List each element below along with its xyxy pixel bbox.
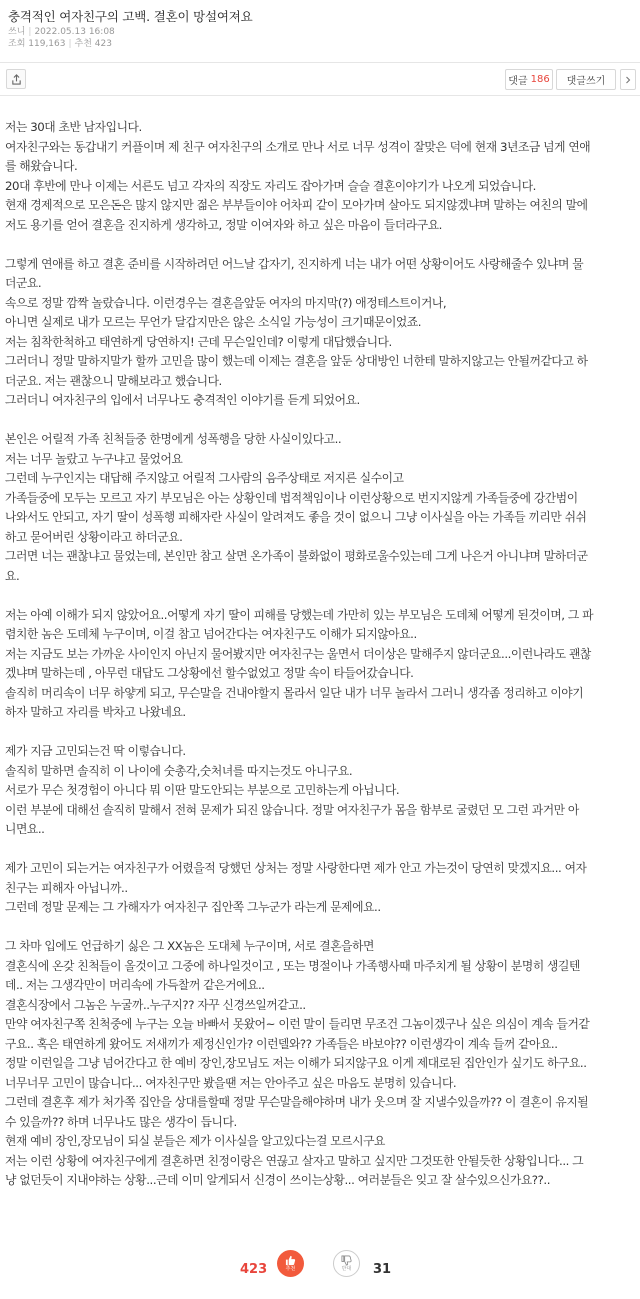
post-meta-line2	[8, 38, 632, 50]
body-text-line: 요.	[5, 568, 20, 583]
body-text-line: 서로가 무슨 첫경험이 아니다 뭐 이딴 말도안되는 부분으로 고민하는게 아닙니다.	[5, 783, 400, 797]
recommend-count: 423	[94, 39, 112, 49]
body-text-line: 본인은 어릴적 가족 친척들중 한명에게 성폭행을 당한 사실이있다고..	[5, 432, 342, 446]
body-text-line: 더군요. 저는 괜찮으니 말해보라고 했습니다.	[5, 373, 222, 388]
body-text-line: 그렇게 연애를 하고 결혼 준비를 시작하려던 어느날 갑자기, 진지하게 너는 내가 어떤 상황이어도 사랑해줄수 있냐며 물	[5, 256, 584, 271]
meta-separator: |	[68, 39, 72, 49]
body-text-line: 데.. 저는 그생각만이 머리속에 가득찰꺼 같은거에요..	[5, 978, 265, 992]
write-comment-button[interactable]: 댓글쓰기	[556, 69, 616, 90]
body-text-line: 저는 이런 상황에 여자친구에게 결혼하면 친정이랑은 연끊고 살자고 말하고 싶지만 그것또한 안될듯한 상황입니다... 그	[5, 1153, 584, 1168]
upvote-count: 423	[240, 1262, 268, 1277]
paragraph-gap	[5, 235, 635, 255]
body-text-line: 이런 부분에 대해선 솔직히 말해서 전혀 문제가 되진 않습니다. 정말 여자친구가 몸을 함부로 굴렸던 모 그런 과거만 아	[5, 802, 579, 817]
comment-label: 댓글	[508, 76, 528, 87]
post-meta-line1	[8, 26, 632, 38]
body-text-line: 하고 묻어버린 상황이라고 하더군요.	[5, 529, 183, 544]
paragraph-gap	[5, 840, 635, 860]
body-text-line: 정말 이런일을 그냥 넘어간다고 한 예비 장인,장모님도 저는 이해가 되지않구요 이게 제대로된 집안인가 싶기도 하구요..	[5, 1056, 587, 1070]
body-text-line: 구요.. 혹은 태연하게 왔어도 저새끼가 제정신인가? 이런델와?? 가족들은 바보야?? 이런생각이 계속 들꺼 같아요..	[5, 1036, 558, 1051]
body-text-line: 현재 예비 장인,장모님이 되실 분들은 제가 이사실을 알고있다는걸 모르시구요	[5, 1134, 385, 1148]
body-text-line: 냥 없던듯이 지내야하는 상황...근데 이미 알게되서 신경이 쓰이는상황... 여러분들은 잊고 잘 살수있으신가요??..	[5, 1173, 550, 1187]
body-text-line: 친구는 피해자 아닙니까..	[5, 880, 128, 895]
recommend-label: 추천	[74, 39, 92, 49]
paragraph-gap	[5, 723, 635, 743]
share-button[interactable]	[6, 69, 26, 89]
paragraph-gap	[5, 586, 635, 606]
body-text-line: 수 있을까?? 하며 너무나도 많은 생각이 듭니다.	[5, 1114, 237, 1129]
body-text-line: 저는 30대 초반 남자입니다.	[5, 120, 142, 134]
downvote-button[interactable]	[333, 1250, 360, 1277]
body-text-line: 그러면 너는 괜찮냐고 물었는데, 본인만 참고 살면 온가족이 불화없이 평화로울수있는데 그게 나은거 아니냐며 말하더군	[5, 549, 588, 563]
views-label: 조회	[8, 39, 26, 49]
body-text-line: 그 차마 입에도 언급하기 싫은 그 XX놈은 도대체 누구이며, 서로 결혼을하면	[5, 939, 374, 953]
body-text-line: 저도 용기를 얻어 결혼을 진지하게 생각하고, 정말 이여자와 하고 싶은 마음이 들더라구요.	[5, 217, 442, 232]
body-text-line: 나와서도 안되고, 자기 딸이 성폭행 피해자란 사실이 알려져도 좋을 것이 없으니 그냥 이사실을 아는 가족들 끼리만 쉬쉬	[5, 510, 587, 524]
downvote-count: 31	[373, 1262, 392, 1277]
thumbs-down-icon	[341, 1255, 352, 1266]
post-header	[0, 0, 640, 56]
body-text-line: 여자친구와는 동갑내기 커플이며 제 친구 여자친구의 소개로 만나 서로 너무 성격이 잘맞은 덕에 현재 3년조금 넘게 연애	[5, 139, 591, 154]
body-text-line: 20대 후반에 만나 이제는 서른도 넘고 각자의 직장도 자리도 잡아가며 슬슬 결혼이야기가 나오게 되었습니다.	[5, 178, 536, 193]
body-text-line: 현재 경제적으로 모은돈은 많지 않지만 젊은 부부들이야 어차피 같이 모아가며 살아도 되지않겠냐며 말하는 여친의 말에	[5, 198, 588, 212]
body-text-line: 제가 지금 고민되는건 딱 이렇습니다.	[5, 744, 186, 758]
body-text-line: 결혼식장에서 그놈은 누굴까..누구지?? 자꾸 신경쓰일꺼같고..	[5, 997, 306, 1012]
body-text-line: 그러더니 여자친구의 입에서 너무나도 충격적인 이야기를 듣게 되었어요.	[5, 393, 360, 407]
thumbs-up-icon	[285, 1255, 296, 1266]
share-icon	[11, 74, 22, 85]
body-text-line: 솔직히 말하면 솔직히 이 나이에 숫총각,숫처녀를 따지는것도 아니구요.	[5, 763, 353, 778]
body-text-line: 저는 지금도 보는 가까운 사이인지 아닌지 물어봤지만 여자친구는 울면서 더이상은 말해주지 않더군요...이런나라도 괜찮	[5, 646, 591, 661]
body-text-line: 저는 너무 놀랐고 누구냐고 물었어요	[5, 451, 183, 466]
post-title: 충격적인 여자친구의 고백. 결혼이 망설여져요	[8, 9, 253, 24]
post-author[interactable]: 쓰니	[8, 27, 26, 37]
body-text-line: 너무너무 고민이 많습니다... 여자친구만 봤을땐 저는 안아주고 싶은 마음도 분명히 있습니다.	[5, 1075, 457, 1090]
upvote-button[interactable]	[277, 1250, 304, 1277]
paragraph-gap	[5, 411, 635, 431]
body-text-line: 가족들중에 모두는 모르고 자기 부모님은 아는 상황인데 법적책임이나 이런상황으로 번지지않게 가족들중에 강간범이	[5, 490, 578, 505]
post-date: 2022.05.13 16:08	[34, 27, 115, 37]
body-text-line: 저는 침착한척하고 태연하게 당연하지! 근데 무슨일인데? 이렇게 대답했습니다.	[5, 334, 392, 349]
paragraph-gap	[5, 918, 635, 938]
body-text-line: 그러더니 정말 말하지말가 할까 고민을 많이 했는데 이제는 결혼을 앞둔 상대방인 너한테 말하지않고는 안될꺼같다고 하	[5, 354, 588, 368]
post-body	[5, 118, 635, 1191]
body-text-line: 그런데 정말 문제는 그 가해자가 여자친구 집안쪽 그누군가 라는게 문제에요..	[5, 900, 381, 914]
upvote-label: 추천	[285, 1266, 296, 1272]
body-text-line: 겠냐며 말하는데 , 아무런 대답도 그상황에선 할수없었고 정말 속이 타들어갔습니다.	[5, 666, 414, 680]
body-text-line: 아니면 실제로 내가 모르는 무언가 달갑지만은 않은 소식일 가능성이 크기때문이었죠.	[5, 315, 422, 329]
body-text-line: 그런데 결혼후 제가 처가쪽 집안을 상대를할때 정말 무슨말을해야하며 내가 웃으며 잘 지낼수있을까?? 이 결혼이 유지될	[5, 1095, 589, 1109]
chevron-right-icon	[624, 76, 632, 84]
post-toolbar	[0, 62, 640, 96]
body-text-line: 더군요.	[5, 276, 42, 290]
body-text-line: 니면요..	[5, 822, 45, 836]
body-text-line: 솔직히 머리속이 너무 하얗게 되고, 무슨말을 건내야할지 몰라서 일단 내가 너무 놀라서 그러니 생각좀 정리하고 이야기	[5, 685, 584, 700]
downvote-label: 반대	[341, 1266, 352, 1272]
comment-count: 186	[530, 74, 550, 85]
body-text-line: 속으로 정말 깜짝 놀랐습니다. 이런경우는 결혼을앞둔 여자의 마지막(?) 애정테스트이거나,	[5, 295, 447, 310]
meta-separator: |	[28, 27, 32, 37]
views-count: 119,163	[28, 39, 66, 49]
body-text-line: 결혼식에 온갖 친척들이 올것이고 그중에 하나일것이고 , 또는 명절이나 가족행사때 마주치게 될 상황이 분명히 생길텐	[5, 958, 580, 973]
body-text-line: 하자 말하고 자리를 박차고 나왔네요.	[5, 705, 186, 719]
body-text-line: 저는 아예 이해가 되지 않았어요..어떻게 자기 딸이 피해를 당했는데 가만히 있는 부모님은 도데체 어떻게 된것이며, 그 파	[5, 607, 594, 622]
vote-area	[0, 1244, 640, 1294]
body-text-line: 만약 여자친구쪽 친척중에 누구는 오늘 바빠서 못왔어~ 이런 말이 들리면 무조건 그놈이겠구나 싶은 의심이 계속 들거같	[5, 1017, 590, 1031]
more-button[interactable]	[620, 69, 636, 90]
comment-count-button[interactable]	[505, 69, 553, 90]
body-text-line: 렴치한 놈은 도데체 누구이며, 이걸 참고 넘어간다는 여자친구도 이해가 되지않아요..	[5, 627, 417, 641]
body-text-line: 그런데 누구인지는 대답해 주지않고 어릴적 그사람의 음주상태로 저지른 실수이고	[5, 471, 404, 485]
body-text-line: 를 해왔습니다.	[5, 159, 78, 173]
body-text-line: 제가 고민이 되는거는 여자친구가 어렸을적 당했던 상처는 정말 사랑한다면 제가 안고 가는것이 당연히 맞겠지요... 여자	[5, 861, 587, 875]
